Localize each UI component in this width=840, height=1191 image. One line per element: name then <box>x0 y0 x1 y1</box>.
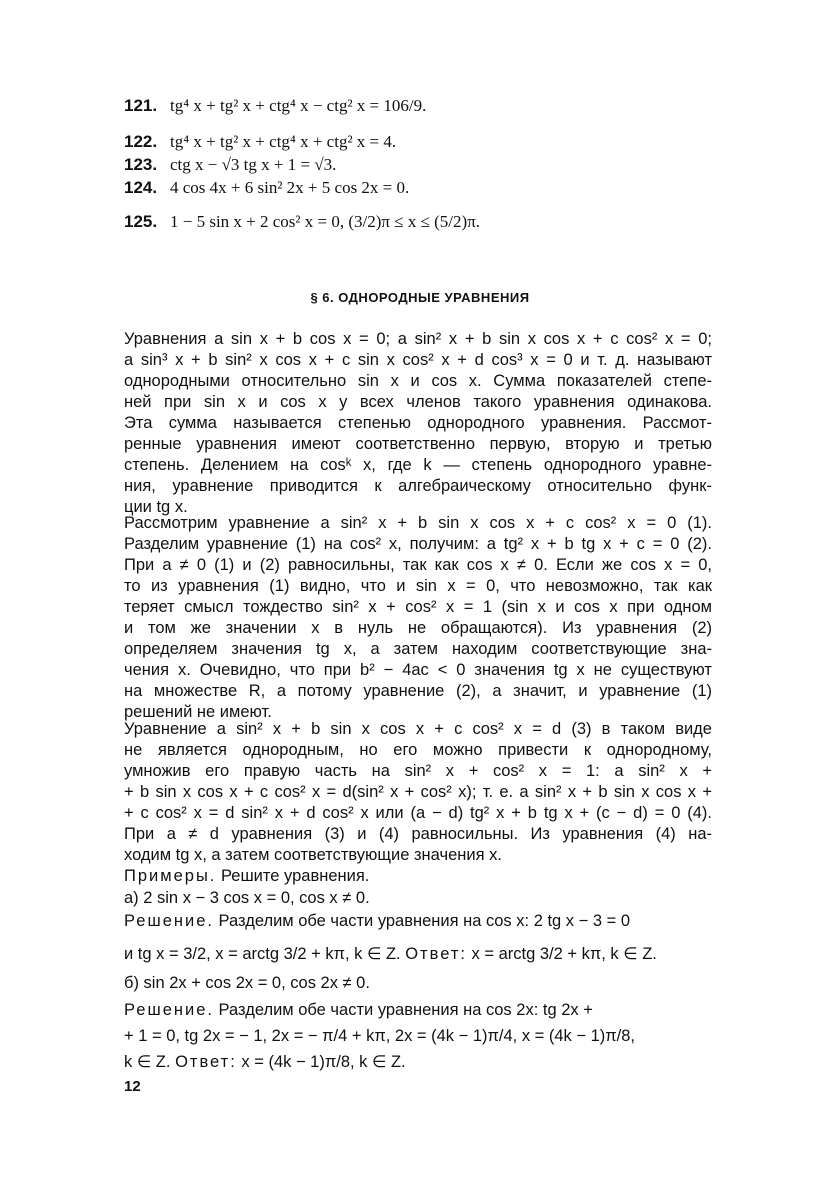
text-line: чения x. Очевидно, что при b² − 4ac < 0 значения tg x не существуют <box>124 661 712 679</box>
problem-122 <box>124 132 396 152</box>
solution-text: Разделим обе части уравнения на cos x: 2 tg x − 3 = 0 <box>213 912 631 930</box>
text-line: не является однородным, но его можно привести к однородному, <box>124 741 712 759</box>
solution-a-line-1 <box>124 911 712 932</box>
solution-a-line-2 <box>124 944 712 965</box>
section-heading: § 6. ОДНОРОДНЫЕ УРАВНЕНИЯ <box>310 290 530 305</box>
text-line: Эта сумма называется степенью однородного уравнения. Рассмот- <box>124 414 712 432</box>
examples-text: Решите уравнения. <box>216 867 370 885</box>
text-line: на множестве R, а потому уравнение (2), а значит, и уравнение (1) <box>124 682 712 700</box>
solution-text: и tg x = 3/2, x = arctg 3/2 + kπ, k ∈ Z. <box>124 945 401 963</box>
solution-label: Решение. <box>124 1001 214 1019</box>
problem-number: 123. <box>124 155 158 174</box>
text-line: Рассмотрим уравнение a sin² x + b sin x cos x + c cos² x = 0 (1). <box>124 514 712 532</box>
solution-label: Решение. <box>124 912 214 930</box>
answer-label: Ответ: <box>405 945 467 963</box>
text-line: однородными относительно sin x и cos x. Сумма показателей степе- <box>124 372 712 390</box>
answer-label: Ответ: <box>175 1053 237 1071</box>
text-line: Уравнение a sin² x + b sin x cos x + c cos² x = d (3) в таком виде <box>124 720 712 738</box>
answer-text: x = arctg 3/2 + kπ, k ∈ Z. <box>466 945 657 963</box>
text-line: решений не имеют. <box>124 703 272 721</box>
text-line: ренные уравнения имеют соответственно первую, вторую и третью <box>124 435 712 453</box>
problem-equation: 1 − 5 sin x + 2 cos² x = 0, (3/2)π ≤ x ≤ (5/2)π. <box>170 212 481 231</box>
problem-equation: 4 cos 4x + 6 sin² 2x + 5 cos 2x = 0. <box>170 178 410 197</box>
problem-number: 125. <box>124 212 158 231</box>
text-line: ции tg x. <box>124 498 188 516</box>
text-line: Разделим уравнение (1) на cos² x, получим: a tg² x + b tg x + c = 0 (2). <box>124 535 712 553</box>
text-line: определяем значения tg x, а затем находим соответствующие зна- <box>124 640 712 658</box>
problem-equation: tg⁴ x + tg² x + ctg⁴ x − ctg² x = 106/9. <box>170 96 427 115</box>
problem-123 <box>124 155 336 175</box>
text-line: При a ≠ d уравнения (3) и (4) равносильны. Из уравнения (4) на- <box>124 825 712 843</box>
problem-number: 124. <box>124 178 158 197</box>
example-b: б) sin 2x + cos 2x = 0, cos 2x ≠ 0. <box>124 974 370 992</box>
example-a: а) 2 sin x − 3 cos x = 0, cos x ≠ 0. <box>124 889 370 907</box>
text-line: ходим tg x, а затем соответствующие значения x. <box>124 846 502 864</box>
text-line: то из уравнения (1) видно, что и sin x = 0, что невозможно, так как <box>124 577 712 595</box>
solution-b-line-2: + 1 = 0, tg 2x = − 1, 2x = − π/4 + kπ, 2x = (4k − 1)π/4, x = (4k − 1)π/8, <box>124 1027 636 1045</box>
text-line: При a ≠ 0 (1) и (2) равносильны, так как cos x ≠ 0. Если же cos x = 0, <box>124 556 712 574</box>
text-line: ней при sin x и cos x у всех членов такого уравнения одинакова. <box>124 393 712 411</box>
problem-number: 121. <box>124 96 158 115</box>
text-line: теряет смысл тождество sin² x + cos² x = 1 (sin x и cos x при одном <box>124 598 712 616</box>
solution-text: k ∈ Z. <box>124 1053 171 1071</box>
solution-text: Разделим обе части уравнения на cos 2x: tg 2x + <box>213 1001 593 1019</box>
examples-label: Примеры. <box>124 867 217 885</box>
text-line: Уравнения a sin x + b cos x = 0; a sin² x + b sin x cos x + c cos² x = 0; <box>124 330 712 348</box>
problem-125 <box>124 212 480 232</box>
solution-b-line-3 <box>124 1052 712 1073</box>
problem-121 <box>124 96 426 116</box>
text-line: a sin³ x + b sin² x cos x + c sin x cos² x + d cos³ x = 0 и т. д. называют <box>124 351 712 369</box>
answer-text: x = (4k − 1)π/8, k ∈ Z. <box>236 1053 406 1071</box>
problem-124 <box>124 178 409 198</box>
examples-line <box>124 866 712 887</box>
text-line: + c cos² x = d sin² x + d cos² x или (a − d) tg² x + b tg x + (c − d) = 0 (4). <box>124 804 712 822</box>
problem-equation: ctg x − √3 tg x + 1 = √3. <box>170 155 337 174</box>
page-number: 12 <box>124 1078 141 1095</box>
problem-equation: tg⁴ x + tg² x + ctg⁴ x + ctg² x = 4. <box>170 132 397 151</box>
text-line: умножив его правую часть на sin² x + cos² x = 1: a sin² x + <box>124 762 712 780</box>
text-line: и том же значении x в нуль не обращаются). Из уравнения (2) <box>124 619 712 637</box>
problem-number: 122. <box>124 132 158 151</box>
text-line: степень. Делением на cosᵏ x, где k — степень однородного уравне- <box>124 456 712 474</box>
text-line: ния, уравнение приводится к алгебраическому относительно функ- <box>124 477 712 495</box>
text-line: + b sin x cos x + c cos² x = d(sin² x + cos² x); т. е. a sin² x + b sin x cos x + <box>124 783 712 801</box>
solution-b-line-1 <box>124 1000 712 1021</box>
